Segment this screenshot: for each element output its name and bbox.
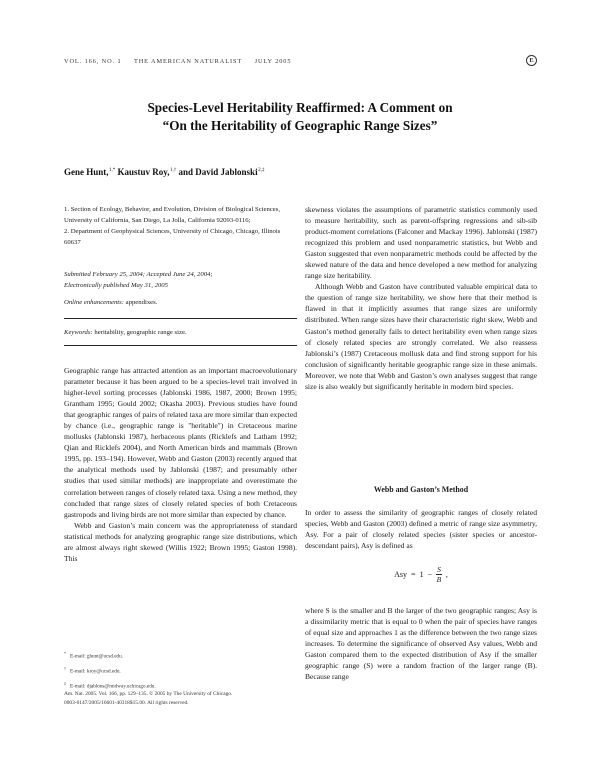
- right-column-body-top: [305, 204, 537, 392]
- keywords: [64, 327, 297, 338]
- body-paragraph: skewness violates the assumptions of parametric statistics commonly used to measure heritability, such as parent-offspring regressions and sib-sib product-moment correlations (Falconer and Mackay 1996). Jablonski (1987) recognized this problem and used nonparametric statistics, but Webb and Gaston suggested that even nonparametric methods could be affected by the skewed nature of the data and hence developed a new method for analyzing range size heritability.: [305, 205, 537, 281]
- divider-rule: [64, 318, 297, 319]
- fraction-numerator: S: [437, 565, 441, 574]
- asy-equation: [305, 565, 537, 595]
- running-head-journal: THE AMERICAN NATURALIST: [133, 58, 243, 65]
- article-title: [60, 99, 540, 135]
- fraction-denominator: B: [436, 575, 442, 584]
- equation-fraction: [436, 565, 442, 584]
- author-affiliation-mark: 1,†: [170, 168, 177, 173]
- citation-line: Am. Nat. 2005. Vol. 166, pp. 129–135. © 2005 by The University of Chicago.: [64, 691, 233, 697]
- running-head: [64, 58, 301, 65]
- footnote: [64, 663, 297, 678]
- online-enhancements-label: Online enhancements:: [64, 299, 124, 306]
- affiliation-item: 1. Section of Ecology, Behavior, and Evolution, Division of Biological Sciences, University of California, San Diego, La Jolla, California 92093-0116;: [64, 206, 281, 224]
- author-affiliation-mark: 2,‡: [258, 168, 265, 173]
- author-list: [64, 167, 264, 177]
- footnote: [64, 648, 297, 663]
- footnote-mark: †: [64, 665, 66, 671]
- left-column-body: [64, 365, 297, 564]
- footnote-email: E-mail: ghunt@ucsd.edu.: [70, 653, 124, 660]
- equation-equals: =: [411, 570, 416, 579]
- running-head-date: JULY 2005: [254, 58, 292, 65]
- submitted-accepted-dates: Submitted February 25, 2004; Accepted June 24, 2004;: [64, 271, 213, 278]
- author-name: Gene Hunt,: [64, 167, 109, 177]
- online-enhancements: [64, 297, 297, 308]
- body-paragraph: Although Webb and Gaston have contributed valuable empirical data to the question of range size heritability, we show here that their method is flawed in that it implicitly assumes that range sizes are uniformly distributed. When range sizes have their characteristic right skew, Webb and Gaston’s method generally fails to detect heritability even when range sizes of closely related species are strongly correlated. We also reassess Jablonski’s (1987) Cretaceous mollusk data and find strong support for his conclusion of significantly heritable geographic range size in these animals. Moreover, we note that Webb and Gaston’s own analyses suggest that range size is also weakly but significantly heritable in modern bird species.: [305, 282, 537, 391]
- equation-lhs: Asy: [394, 570, 408, 579]
- citation-block: [64, 690, 297, 708]
- right-column-body-bottom: [305, 605, 537, 682]
- right-column-body-mid: [305, 507, 537, 551]
- keywords-value: heritability, geographic range size.: [94, 329, 187, 336]
- author-name: Kaustuv Roy,: [117, 167, 170, 177]
- section-heading: Webb and Gaston’s Method: [373, 485, 469, 494]
- body-paragraph: Webb and Gaston’s main concern was the appropriateness of standard statistical methods for analyzing geographic range size distributions, which are almost always right skewed (Willis 1922; Brown 1995; Gaston 1998). This: [64, 520, 297, 563]
- body-paragraph: In order to assess the similarity of geographic ranges of closely related species, Webb and Gaston (2003) defined a metric of range size asymmetry, Asy. For a pair of closely related species (sister species or ancestor-descendant pairs), Asy is defined as: [305, 508, 537, 551]
- running-head-volume: VOL. 166, NO. 1: [64, 58, 122, 65]
- published-date: Electronically published May 31, 2005: [64, 282, 168, 289]
- footnote-email: E-mail: djablons@midway.uchicago.edu.: [70, 683, 156, 690]
- footnote-mark: *: [64, 651, 66, 656]
- equation-one: 1: [419, 570, 424, 579]
- body-paragraph: where S is the smaller and B the larger of the two geographic ranges; Asy is a dissimilarity metric that is equal to 0 when the pair of species have ranges of equal size and approaches 1 as the difference between the two range sizes increases. To determine the significance of observed Asy values, Webb and Gaston compared them to the expected distribution of Asy if the smaller geographic range (S) were a random fraction of the larger range (B). Because range: [305, 606, 537, 682]
- author-affiliation-mark: 1,*: [109, 168, 116, 173]
- submission-dates: [64, 269, 297, 291]
- affiliations: [64, 204, 297, 248]
- affiliation-item: 2. Department of Geophysical Sciences, University of Chicago, Chicago, Illinois 60637: [64, 228, 281, 246]
- divider-rule: [64, 345, 297, 346]
- electronic-enhancement-icon: E: [526, 55, 537, 66]
- equation-minus: −: [427, 570, 433, 579]
- article-title-line-1: Species-Level Heritability Reaffirmed: A Comment on: [147, 100, 453, 115]
- footnotes: [64, 648, 297, 693]
- footnote-mark: ‡: [64, 680, 66, 686]
- citation-line: 0003-0147/2005/16601-40318$15.00. All rights reserved.: [64, 700, 189, 706]
- body-paragraph: Geographic range has attracted attention as an important macroevolutionary parameter because it has been argued to be a species-level trait involved in higher-level sorting processes (Jablonski 1986, 1987, 2000; Brown 1995; Grantham 1995; Gould 2002; Okasha 2003). Previous studies have found that geographic ranges of pairs of related taxa are more similar than expected by chance (i.e., geographic range is "heritable") in Cretaceous marine mollusks (Jablonski 1987), herbaceous plants (Ricklefs and Latham 1992; Qian and Ricklefs 2004), and North American birds and mammals (Brown 1995, pp. 193–194). However, Webb and Gaston (2003) recently argued that the analytical methods used by Jablonski (1987; and presumably other studies that used similar methods) are inappropriate and overestimate the correlation between ranges of closely related taxa. Using a new method, they concluded that range sizes of closely related species of both Cretaceous gastropods and living birds are not more similar than expected by chance.: [64, 366, 298, 519]
- online-enhancements-value: appendixes.: [125, 299, 158, 306]
- keywords-label: Keywords:: [64, 329, 93, 336]
- article-title-line-2: “On the Heritability of Geographic Range Sizes”: [162, 118, 438, 133]
- footnote-email: E-mail: kroy@ucsd.edu.: [70, 668, 121, 675]
- author-name: and David Jablonski: [178, 167, 258, 177]
- equation-trailing-comma: ,: [445, 570, 448, 579]
